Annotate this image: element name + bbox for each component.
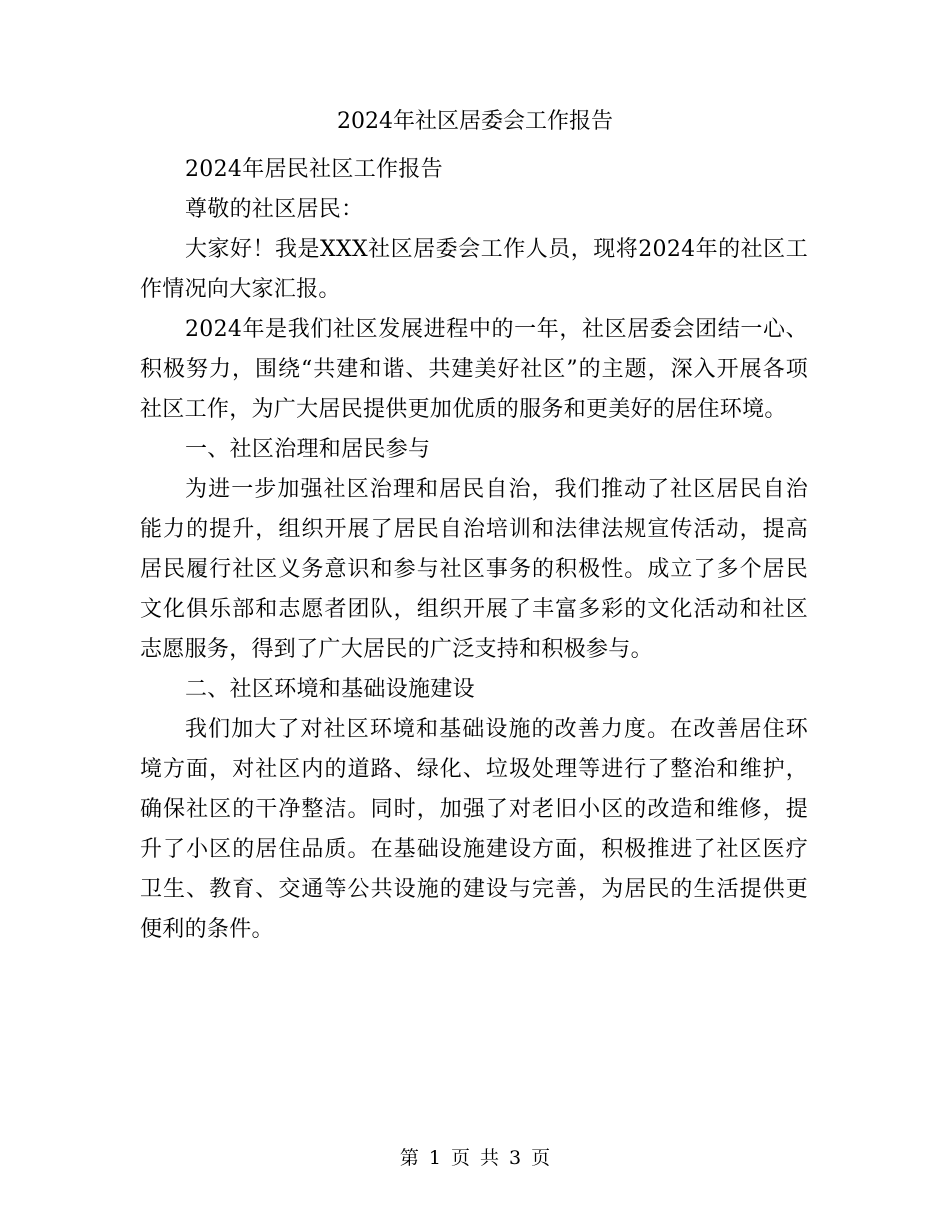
paragraph-greeting: 大家好！我是XXX社区居委会工作人员，现将2024年的社区工作情况向大家汇报。 <box>140 237 808 302</box>
paragraph-environment: 我们加大了对社区环境和基础设施的改善力度。在改善居住环境方面，对社区内的道路、绿化、垃圾处理等进行了整治和维护，确保社区的干净整洁。同时，加强了对老旧小区的改造和维修，提升了小区的居住品质。在基础设施建设方面，积极推进了社区医疗卫生、教育、交通等公共设施的建设与完善，为居民的生活提供更便利的条件。 <box>140 717 808 942</box>
paragraph-governance: 为进一步加强社区治理和居民自治，我们推动了社区居民自治能力的提升，组织开展了居民自治培训和法律法规宣传活动，提高居民履行社区义务意识和参与社区事务的积极性。成立了多个居民文化俱乐部和志愿者团队，组织开展了丰富多彩的文化活动和社区志愿服务，得到了广大居民的广泛支持和积极参与。 <box>140 477 808 662</box>
document-title: 2024年社区居委会工作报告 <box>337 109 613 134</box>
section-heading-environment: 二、社区环境和基础设施建设 <box>185 677 475 702</box>
page-number-footer: 第 1 页 共 3 页 <box>399 1147 551 1169</box>
paragraph-salutation: 尊敬的社区居民： <box>185 197 364 222</box>
document-body <box>140 150 808 950</box>
section-heading-governance: 一、社区治理和居民参与 <box>185 437 431 462</box>
paragraph-overview: 2024年是我们社区发展进程中的一年，社区居委会团结一心、积极努力，围绕“共建和谐、共建美好社区”的主题，深入开展各项社区工作，为广大居民提供更加优质的服务和更美好的居住环境。 <box>140 317 808 422</box>
paragraph-subtitle: 2024年居民社区工作报告 <box>185 157 443 182</box>
